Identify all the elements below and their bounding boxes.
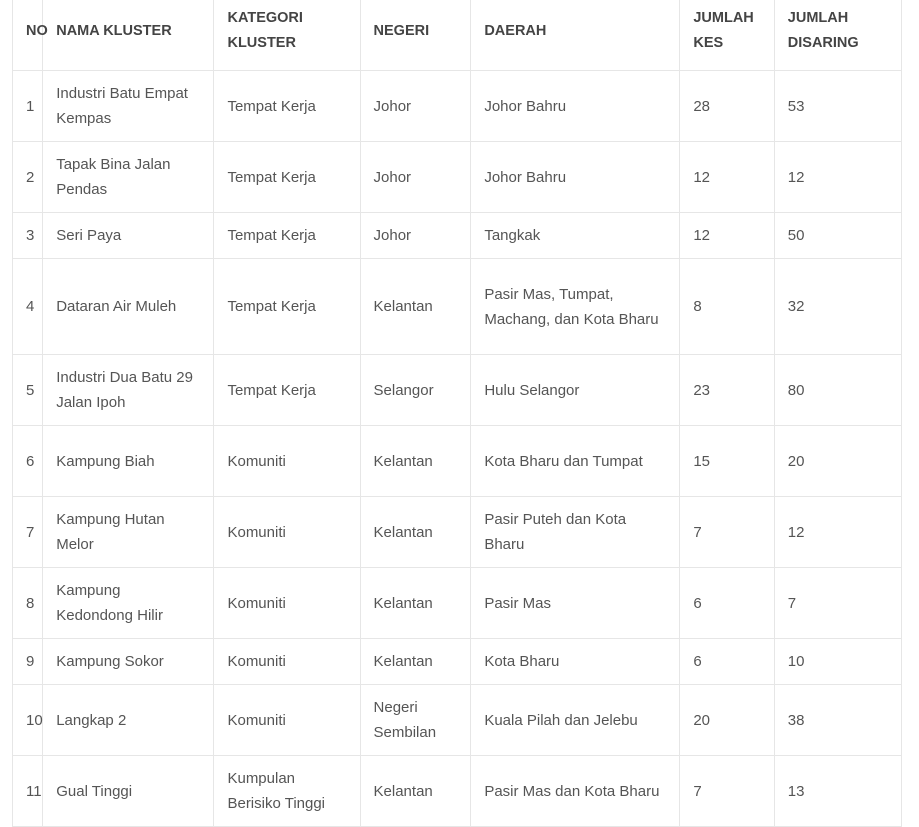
cell-negeri: Johor <box>360 213 471 259</box>
cell-kategori: Tempat Kerja <box>214 259 360 355</box>
header-daerah: DAERAH <box>471 0 680 71</box>
cell-disaring: 80 <box>774 355 901 426</box>
cell-negeri: Kelantan <box>360 259 471 355</box>
cell-negeri: Kelantan <box>360 497 471 568</box>
cell-negeri: Johor <box>360 71 471 142</box>
table-row <box>13 142 902 213</box>
cell-nama: Industri Batu Empat Kempas <box>43 71 214 142</box>
cell-disaring: 32 <box>774 259 901 355</box>
cell-no: 2 <box>13 142 43 213</box>
cell-disaring: 13 <box>774 756 901 827</box>
cell-no: 6 <box>13 426 43 497</box>
header-negeri: NEGERI <box>360 0 471 71</box>
table-row <box>13 355 902 426</box>
cell-kes: 12 <box>680 213 774 259</box>
table-row <box>13 639 902 685</box>
cell-nama: Tapak Bina Jalan Pendas <box>43 142 214 213</box>
cell-disaring: 7 <box>774 568 901 639</box>
cell-kategori: Komuniti <box>214 497 360 568</box>
cell-disaring: 10 <box>774 639 901 685</box>
cell-disaring: 12 <box>774 497 901 568</box>
cell-kategori: Tempat Kerja <box>214 142 360 213</box>
cell-daerah: Pasir Mas <box>471 568 680 639</box>
cell-daerah: Kota Bharu dan Tumpat <box>471 426 680 497</box>
cell-nama: Langkap 2 <box>43 685 214 756</box>
cell-kes: 6 <box>680 639 774 685</box>
cell-kategori: Komuniti <box>214 426 360 497</box>
cell-disaring: 50 <box>774 213 901 259</box>
table-row <box>13 259 902 355</box>
header-kategori-kluster: KATEGORI KLUSTER <box>214 0 360 71</box>
cell-kes: 6 <box>680 568 774 639</box>
cluster-table <box>12 0 902 827</box>
cell-disaring: 20 <box>774 426 901 497</box>
cell-kategori: Tempat Kerja <box>214 355 360 426</box>
cell-negeri: Kelantan <box>360 639 471 685</box>
cell-nama: Kampung Hutan Melor <box>43 497 214 568</box>
cell-kategori: Komuniti <box>214 568 360 639</box>
cell-negeri: Kelantan <box>360 426 471 497</box>
table-row <box>13 213 902 259</box>
cell-nama: Kampung Sokor <box>43 639 214 685</box>
cell-kes: 28 <box>680 71 774 142</box>
cell-kategori: Tempat Kerja <box>214 213 360 259</box>
cell-kes: 15 <box>680 426 774 497</box>
cell-negeri: Negeri Sembilan <box>360 685 471 756</box>
cell-nama: Kampung Kedondong Hilir <box>43 568 214 639</box>
cell-no: 4 <box>13 259 43 355</box>
cell-kategori: Komuniti <box>214 639 360 685</box>
cell-nama: Kampung Biah <box>43 426 214 497</box>
header-nama-kluster: NAMA KLUSTER <box>43 0 214 71</box>
cell-no: 9 <box>13 639 43 685</box>
table-row <box>13 756 902 827</box>
cell-negeri: Kelantan <box>360 756 471 827</box>
table-row <box>13 497 902 568</box>
cell-daerah: Kuala Pilah dan Jelebu <box>471 685 680 756</box>
cell-nama: Seri Paya <box>43 213 214 259</box>
cell-nama: Industri Dua Batu 29 Jalan Ipoh <box>43 355 214 426</box>
cell-kategori: Komuniti <box>214 685 360 756</box>
cell-daerah: Johor Bahru <box>471 71 680 142</box>
cell-disaring: 38 <box>774 685 901 756</box>
cell-kes: 23 <box>680 355 774 426</box>
cell-nama: Dataran Air Muleh <box>43 259 214 355</box>
cell-daerah: Tangkak <box>471 213 680 259</box>
cell-negeri: Selangor <box>360 355 471 426</box>
cell-negeri: Johor <box>360 142 471 213</box>
header-no: NO <box>13 0 43 71</box>
cell-kes: 7 <box>680 756 774 827</box>
cluster-table-container <box>12 0 902 827</box>
header-jumlah-disaring: JUMLAH DISARING <box>774 0 901 71</box>
cell-daerah: Pasir Puteh dan Kota Bharu <box>471 497 680 568</box>
cell-daerah: Hulu Selangor <box>471 355 680 426</box>
cell-no: 10 <box>13 685 43 756</box>
cell-no: 7 <box>13 497 43 568</box>
table-row <box>13 71 902 142</box>
cell-daerah: Kota Bharu <box>471 639 680 685</box>
table-row <box>13 426 902 497</box>
cell-no: 3 <box>13 213 43 259</box>
cell-kes: 7 <box>680 497 774 568</box>
cell-no: 5 <box>13 355 43 426</box>
cell-kategori: Tempat Kerja <box>214 71 360 142</box>
cell-kes: 20 <box>680 685 774 756</box>
cell-no: 8 <box>13 568 43 639</box>
header-jumlah-kes: JUMLAH KES <box>680 0 774 71</box>
cell-disaring: 12 <box>774 142 901 213</box>
cell-daerah: Johor Bahru <box>471 142 680 213</box>
cell-negeri: Kelantan <box>360 568 471 639</box>
cell-no: 1 <box>13 71 43 142</box>
table-row <box>13 685 902 756</box>
cell-no: 11 <box>13 756 43 827</box>
cell-daerah: Pasir Mas, Tumpat, Machang, dan Kota Bharu <box>471 259 680 355</box>
cell-daerah: Pasir Mas dan Kota Bharu <box>471 756 680 827</box>
cell-nama: Gual Tinggi <box>43 756 214 827</box>
cell-disaring: 53 <box>774 71 901 142</box>
cell-kes: 8 <box>680 259 774 355</box>
cell-kes: 12 <box>680 142 774 213</box>
table-row <box>13 568 902 639</box>
table-header-row <box>13 0 902 71</box>
cell-kategori: Kumpulan Berisiko Tinggi <box>214 756 360 827</box>
